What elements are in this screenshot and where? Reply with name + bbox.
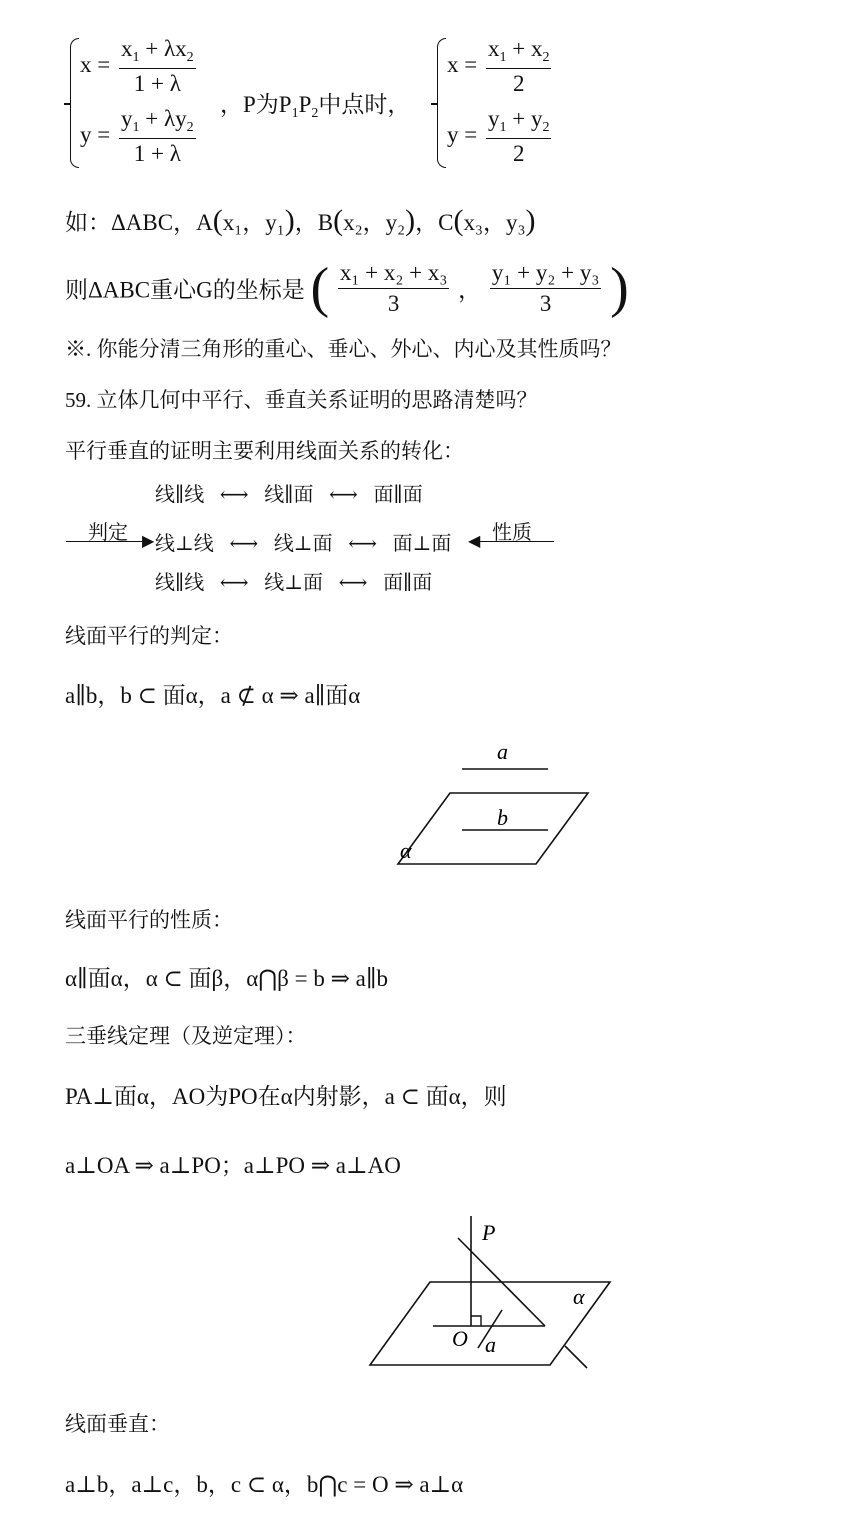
extension-line bbox=[565, 1346, 587, 1368]
label-a-2: a bbox=[485, 1332, 496, 1357]
midpoint-text: ，P为$P_1P_2$中点时， bbox=[220, 92, 411, 121]
centroid-prefix: 则ΔABC重心G的坐标是 bbox=[65, 277, 305, 303]
centroid-x-fraction: $\frac{\text{x₁ + x₂ + x₃}}{3}$ bbox=[339, 259, 448, 316]
note-line: ※. 你能分清三角形的重心、垂心、外心、内心及其性质吗？ bbox=[65, 337, 622, 361]
parallel-prop-title: 线面平行的性质： bbox=[65, 908, 233, 932]
centroid-line: 则ΔABC重心G的坐标是 ( $\frac{\text{x₁ + x₂ + x₃}}{3}$ ， $\frac{\text{y₁ + y₂ + y₃}}{3}$ ) bbox=[65, 257, 629, 319]
ratio-y-lhs: y = bbox=[80, 121, 116, 147]
question-59: 59. 立体几何中平行、垂直关系证明的思路清楚吗？ bbox=[65, 388, 538, 412]
ratio-y-formula bbox=[80, 106, 199, 167]
plane-alpha bbox=[398, 793, 588, 864]
mid-x-formula: x = $\frac{x_1 + x_2}{2}$ bbox=[447, 36, 550, 96]
transform-row-1: 线∥线 ⟷ 线∥面 ⟷ 面∥面 bbox=[155, 484, 423, 506]
label-o: O bbox=[452, 1326, 468, 1351]
label-p: P bbox=[482, 1220, 496, 1245]
left-arrow-line bbox=[66, 541, 148, 542]
transform-left-label: 判定 bbox=[88, 522, 128, 544]
right-arrow-head: ◀ bbox=[468, 533, 481, 550]
perp-title: 线面垂直： bbox=[65, 1412, 170, 1436]
label-b: b bbox=[497, 805, 508, 830]
parallel-prop-formula: α∥面α，α ⊂ 面β，α⋂β = b ⇒ a∥b bbox=[65, 966, 388, 991]
mid-x-fraction: $\frac{x_1 + x_2}{2}$ bbox=[487, 36, 550, 96]
mid-y-formula: y = $\frac{y_1 + y_2}{2}$ bbox=[447, 106, 550, 166]
three-perp-line-2: a⊥OA ⇒ a⊥PO；a⊥PO ⇒ a⊥AO bbox=[65, 1153, 401, 1178]
centroid-y-fraction: $\frac{\text{y₁ + y₂ + y₃}}{3}$ bbox=[491, 259, 600, 316]
left-arrow-head: ▶ bbox=[142, 533, 155, 550]
ratio-y-fraction: $\frac{y_1 + \lambda y_2}{1 + \lambda}$ bbox=[120, 106, 194, 166]
label-a: a bbox=[497, 739, 508, 764]
ratio-x-formula bbox=[80, 36, 199, 97]
intro-line: 平行垂直的证明主要利用线面关系的转化： bbox=[65, 439, 464, 463]
three-perp-line-1: PA⊥面α，AO为PO在α内射影，a ⊂ 面α，则 bbox=[65, 1084, 507, 1109]
right-angle-mark bbox=[471, 1316, 481, 1326]
parallel-test-title: 线面平行的判定： bbox=[65, 624, 233, 648]
transform-row-2: 线⊥线 ⟷ 线⊥面 ⟷ 面⊥面 bbox=[155, 533, 452, 555]
figure-line-plane-parallel bbox=[380, 735, 610, 875]
label-alpha: α bbox=[400, 838, 412, 863]
three-perp-title: 三垂线定理（及逆定理）： bbox=[65, 1024, 307, 1048]
parallel-test-formula: a∥b，b ⊂ 面α，a ⊄ α ⇒ a∥面α bbox=[65, 683, 361, 708]
ratio-x-lhs: x = bbox=[80, 51, 116, 77]
triangle-example-line: 如：ΔABC，A(x₁，y₁)，B(x₂，y₂)，C(x₃，y₃) bbox=[65, 204, 536, 237]
ratio-x-fraction: $\frac{x_1 + \lambda x_2}{1 + \lambda}$ bbox=[120, 36, 194, 96]
figure-three-perpendiculars bbox=[360, 1210, 620, 1380]
left-brace bbox=[70, 38, 79, 168]
label-alpha-2: α bbox=[573, 1284, 585, 1309]
transform-right-label: 性质 bbox=[492, 522, 532, 544]
transform-row-3: 线∥线 ⟷ 线⊥面 ⟷ 面∥面 bbox=[155, 572, 433, 594]
perp-formula: a⊥b，a⊥c，b，c ⊂ α，b⋂c = O ⇒ a⊥α bbox=[65, 1472, 464, 1497]
right-brace bbox=[437, 38, 446, 168]
mid-y-fraction: $\frac{y_1 + y_2}{2}$ bbox=[487, 106, 550, 166]
